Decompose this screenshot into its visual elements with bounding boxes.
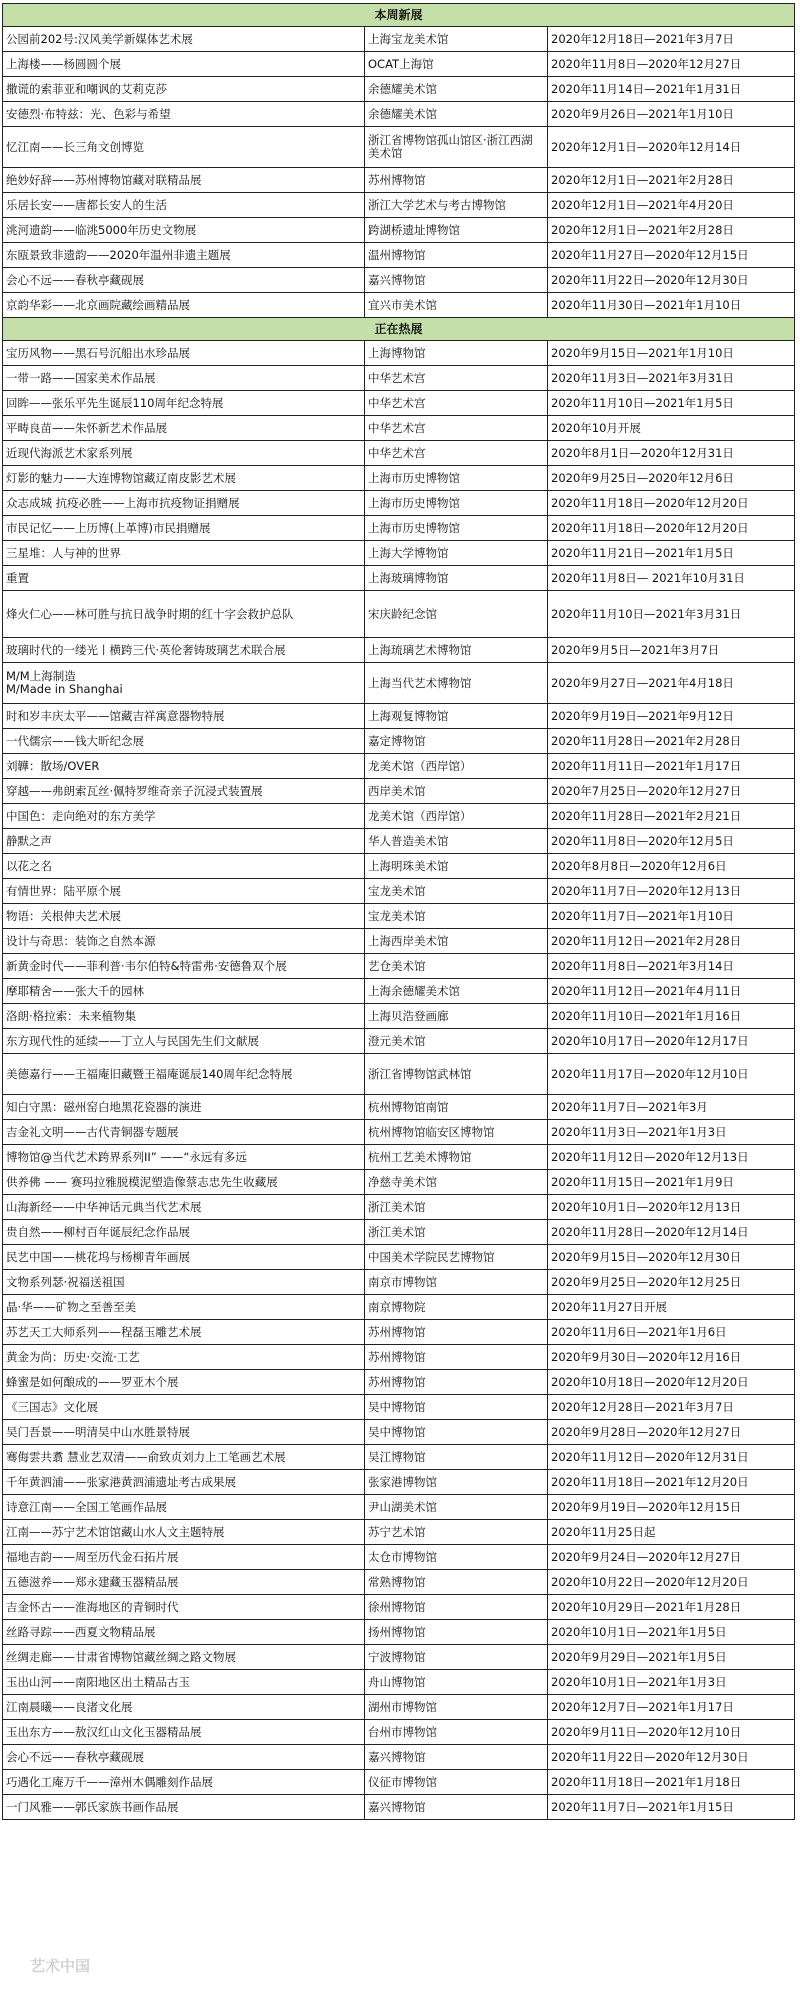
table-row xyxy=(3,52,795,77)
date-range-cell: 2020年11月22日—2020年12月30日 xyxy=(548,1745,795,1770)
exhibition-name-cell: 文物系列瑟·祝福送祖国 xyxy=(3,1270,365,1295)
table-row xyxy=(3,1170,795,1195)
venue-cell: 中国美术学院民艺博物馆 xyxy=(365,1245,548,1270)
exhibition-name-cell: 乐居长安——唐都长安人的生活 xyxy=(3,193,365,218)
table-row xyxy=(3,1795,795,1820)
exhibition-name-cell: 知白守黑：磁州窑白地黑花瓷器的演进 xyxy=(3,1095,365,1120)
venue-cell: 中华艺术宫 xyxy=(365,441,548,466)
table-row xyxy=(3,1245,795,1270)
venue-cell: 上海博物馆 xyxy=(365,341,548,366)
date-range-cell: 2020年9月26日—2021年1月10日 xyxy=(548,102,795,127)
date-range-cell: 2020年11月8日—2020年12月5日 xyxy=(548,829,795,854)
exhibition-name-cell: 撒谎的索菲亚和嘲讽的艾莉克莎 xyxy=(3,77,365,102)
exhibition-name-cell: 新黄金时代——菲利普·韦尔伯特&特雷弗·安德鲁双个展 xyxy=(3,954,365,979)
date-range-cell: 2020年11月27日开展 xyxy=(548,1295,795,1320)
date-range-cell: 2020年10月1日—2020年12月13日 xyxy=(548,1195,795,1220)
exhibition-name-cell: 一门风雅——郭氏家族书画作品展 xyxy=(3,1795,365,1820)
venue-cell: 杭州博物馆南馆 xyxy=(365,1095,548,1120)
venue-cell: 上海余德耀美术馆 xyxy=(365,979,548,1004)
venue-cell: 张家港博物馆 xyxy=(365,1470,548,1495)
exhibition-name-cell: 市民记忆——上历博(上革博)市民捐赠展 xyxy=(3,516,365,541)
venue-cell: 宋庆龄纪念馆 xyxy=(365,591,548,638)
date-range-cell: 2020年11月14日—2021年1月31日 xyxy=(548,77,795,102)
table-row xyxy=(3,293,795,318)
exhibition-name-cell: 时和岁丰庆太平——馆藏吉祥寓意器物特展 xyxy=(3,704,365,729)
venue-cell: 浙江省博物馆武林馆 xyxy=(365,1054,548,1095)
date-range-cell: 2020年12月1日—2021年2月28日 xyxy=(548,218,795,243)
date-range-cell: 2020年8月8日—2020年12月6日 xyxy=(548,854,795,879)
venue-cell: 吴江博物馆 xyxy=(365,1445,548,1470)
table-row xyxy=(3,1595,795,1620)
exhibition-name-cell: 美德嘉行——王福庵旧藏暨王福庵诞辰140周年纪念特展 xyxy=(3,1054,365,1095)
table-row xyxy=(3,243,795,268)
date-range-cell: 2020年11月21日—2021年1月5日 xyxy=(548,541,795,566)
exhibition-name-cell: 上海楼——杨圆圆个展 xyxy=(3,52,365,77)
exhibition-name-cell: 近现代海派艺术家系列展 xyxy=(3,441,365,466)
venue-cell: 上海明珠美术馆 xyxy=(365,854,548,879)
venue-cell: 尹山湖美术馆 xyxy=(365,1495,548,1520)
date-range-cell: 2020年9月24日—2020年12月27日 xyxy=(548,1545,795,1570)
venue-cell: 徐州博物馆 xyxy=(365,1595,548,1620)
table-row xyxy=(3,1145,795,1170)
table-row xyxy=(3,1695,795,1720)
date-range-cell: 2020年10月1日—2021年1月5日 xyxy=(548,1620,795,1645)
date-range-cell: 2020年11月28日—2021年2月28日 xyxy=(548,729,795,754)
venue-cell: 余德耀美术馆 xyxy=(365,102,548,127)
venue-cell: 中华艺术宫 xyxy=(365,366,548,391)
date-range-cell: 2020年12月1日—2021年4月20日 xyxy=(548,193,795,218)
date-range-cell: 2020年9月15日—2021年1月10日 xyxy=(548,341,795,366)
exhibition-name-cell: 平畴良苗——朱怀新艺术作品展 xyxy=(3,416,365,441)
date-range-cell: 2020年9月25日—2020年12月25日 xyxy=(548,1270,795,1295)
date-range-cell: 2020年9月19日—2020年12月15日 xyxy=(548,1495,795,1520)
date-range-cell: 2020年9月5日—2021年3月7日 xyxy=(548,638,795,663)
table-row xyxy=(3,704,795,729)
table-row xyxy=(3,1220,795,1245)
exhibition-name-cell: 刘韡：散场/OVER xyxy=(3,754,365,779)
table-row xyxy=(3,1345,795,1370)
venue-cell: 上海贝浩登画廊 xyxy=(365,1004,548,1029)
venue-cell: 艺仓美术馆 xyxy=(365,954,548,979)
table-row xyxy=(3,1470,795,1495)
table-row xyxy=(3,591,795,638)
date-range-cell: 2020年11月3日—2021年3月31日 xyxy=(548,366,795,391)
date-range-cell: 2020年9月29日—2021年1月5日 xyxy=(548,1645,795,1670)
date-range-cell: 2020年11月10日—2021年1月16日 xyxy=(548,1004,795,1029)
date-range-cell: 2020年11月10日—2021年1月5日 xyxy=(548,391,795,416)
exhibition-name-cell: 摩耶精舍——张大千的园林 xyxy=(3,979,365,1004)
table-row xyxy=(3,218,795,243)
venue-cell: 上海观复博物馆 xyxy=(365,704,548,729)
table-row xyxy=(3,1770,795,1795)
date-range-cell: 2020年11月8日—2020年12月27日 xyxy=(548,52,795,77)
venue-cell: 中华艺术宫 xyxy=(365,391,548,416)
table-row xyxy=(3,366,795,391)
date-range-cell: 2020年11月7日—2021年1月10日 xyxy=(548,904,795,929)
exhibition-name-cell: 京韵华彩——北京画院藏绘画精品展 xyxy=(3,293,365,318)
exhibition-name-cell: 吉金礼文明——古代青铜器专题展 xyxy=(3,1120,365,1145)
exhibition-name-cell: 安德烈·布特兹：光、色彩与希望 xyxy=(3,102,365,127)
table-row xyxy=(3,1370,795,1395)
venue-cell: 上海宝龙美术馆 xyxy=(365,27,548,52)
table-row xyxy=(3,193,795,218)
table-row xyxy=(3,904,795,929)
exhibition-name-cell: 山海新经——中华神话元典当代艺术展 xyxy=(3,1195,365,1220)
table-row xyxy=(3,391,795,416)
venue-cell: 宝龙美术馆 xyxy=(365,879,548,904)
table-row xyxy=(3,1195,795,1220)
venue-cell: 苏州博物馆 xyxy=(365,168,548,193)
exhibition-name-cell: 五德滋养——郑永建藏玉器精品展 xyxy=(3,1570,365,1595)
venue-cell: 苏州博物馆 xyxy=(365,1320,548,1345)
date-range-cell: 2020年11月17日—2020年12月10日 xyxy=(548,1054,795,1095)
date-range-cell: 2020年11月11日—2021年1月17日 xyxy=(548,754,795,779)
watermark-logo: 艺术中国 xyxy=(30,1957,91,1975)
venue-cell: 上海西岸美术馆 xyxy=(365,929,548,954)
table-row xyxy=(3,1545,795,1570)
venue-cell: 上海市历史博物馆 xyxy=(365,466,548,491)
section-header-row xyxy=(3,4,795,27)
exhibition-name-cell: 吉金怀古——淮海地区的青铜时代 xyxy=(3,1595,365,1620)
exhibition-table xyxy=(2,3,795,1820)
table-row xyxy=(3,1445,795,1470)
table-row xyxy=(3,441,795,466)
table-row xyxy=(3,1745,795,1770)
venue-cell: 华人普造美术馆 xyxy=(365,829,548,854)
table-row xyxy=(3,1570,795,1595)
venue-cell: 上海当代艺术博物馆 xyxy=(365,663,548,704)
table-row xyxy=(3,929,795,954)
table-row xyxy=(3,566,795,591)
venue-cell: 嘉兴博物馆 xyxy=(365,1795,548,1820)
exhibition-name-cell: 公园前202号:汉风美学新媒体艺术展 xyxy=(3,27,365,52)
table-row xyxy=(3,1645,795,1670)
date-range-cell: 2020年9月28日—2020年12月27日 xyxy=(548,1420,795,1445)
venue-cell: 嘉定博物馆 xyxy=(365,729,548,754)
venue-cell: 嘉兴博物馆 xyxy=(365,1745,548,1770)
exhibition-name-cell: 江南晨曦——良渚文化展 xyxy=(3,1695,365,1720)
venue-cell: 上海市历史博物馆 xyxy=(365,491,548,516)
date-range-cell: 2020年9月19日—2021年9月12日 xyxy=(548,704,795,729)
date-range-cell: 2020年12月28日—2021年3月7日 xyxy=(548,1395,795,1420)
exhibition-name-cell: 吴门吾景——明清吴中山水胜景特展 xyxy=(3,1420,365,1445)
date-range-cell: 2020年11月15日—2021年1月9日 xyxy=(548,1170,795,1195)
exhibition-name-cell: 穿越——弗朗索瓦丝·佩特罗维奇亲子沉浸式装置展 xyxy=(3,779,365,804)
exhibition-name-cell: 洛朗·格拉索：未来植物集 xyxy=(3,1004,365,1029)
venue-cell: 余德耀美术馆 xyxy=(365,77,548,102)
exhibition-name-cell: 以花之名 xyxy=(3,854,365,879)
venue-cell: 杭州博物馆临安区博物馆 xyxy=(365,1120,548,1145)
date-range-cell: 2020年10月开展 xyxy=(548,416,795,441)
table-row xyxy=(3,127,795,168)
venue-cell: 常熟博物馆 xyxy=(365,1570,548,1595)
exhibition-name-cell: 苏艺天工大师系列——程磊玉雕艺术展 xyxy=(3,1320,365,1345)
venue-cell: 上海琉璃艺术博物馆 xyxy=(365,638,548,663)
venue-cell: 苏宁艺术馆 xyxy=(365,1520,548,1545)
date-range-cell: 2020年11月6日—2021年1月6日 xyxy=(548,1320,795,1345)
exhibition-name-cell: 玉出东方——敖汉红山文化玉器精品展 xyxy=(3,1720,365,1745)
section-title: 本周新展 xyxy=(3,4,795,27)
table-row xyxy=(3,1720,795,1745)
date-range-cell: 2020年10月1日—2021年1月3日 xyxy=(548,1670,795,1695)
venue-cell: 西岸美术馆 xyxy=(365,779,548,804)
venue-cell: 浙江大学艺术与考古博物馆 xyxy=(365,193,548,218)
date-range-cell: 2020年11月30日—2021年1月10日 xyxy=(548,293,795,318)
venue-cell: 跨湖桥遗址博物馆 xyxy=(365,218,548,243)
table-row xyxy=(3,77,795,102)
venue-cell: 苏州博物馆 xyxy=(365,1345,548,1370)
table-row xyxy=(3,1495,795,1520)
exhibition-name-cell: 晶·华——矿物之至善至美 xyxy=(3,1295,365,1320)
table-row xyxy=(3,979,795,1004)
table-row xyxy=(3,416,795,441)
exhibition-name-cell: 巧遇化工庵万千——漳州木偶雕刻作品展 xyxy=(3,1770,365,1795)
table-row xyxy=(3,1120,795,1145)
exhibition-name-cell: 东方现代性的延续——丁立人与民国先生们文献展 xyxy=(3,1029,365,1054)
date-range-cell: 2020年10月18日—2020年12月20日 xyxy=(548,1370,795,1395)
table-row xyxy=(3,268,795,293)
table-row xyxy=(3,879,795,904)
date-range-cell: 2020年11月12日—2020年12月31日 xyxy=(548,1445,795,1470)
exhibition-name-cell: 东瓯景致非遗韵——2020年温州非遗主题展 xyxy=(3,243,365,268)
table-row xyxy=(3,1520,795,1545)
exhibition-name-cell: 骞侮雲共翥 慧业艺双清——俞致贞刘力上工笔画艺术展 xyxy=(3,1445,365,1470)
exhibition-name-cell: 物语：关根伸夫艺术展 xyxy=(3,904,365,929)
date-range-cell: 2020年11月28日—2020年12月14日 xyxy=(548,1220,795,1245)
date-range-cell: 2020年11月22日—2020年12月30日 xyxy=(548,268,795,293)
date-range-cell: 2020年11月18日—2020年12月20日 xyxy=(548,516,795,541)
table-row xyxy=(3,779,795,804)
date-range-cell: 2020年11月18日—2021年12月20日 xyxy=(548,1470,795,1495)
exhibition-name-cell: 重置 xyxy=(3,566,365,591)
venue-cell: 吴中博物馆 xyxy=(365,1420,548,1445)
venue-cell: 宝龙美术馆 xyxy=(365,904,548,929)
table-row xyxy=(3,1620,795,1645)
table-row xyxy=(3,1004,795,1029)
date-range-cell: 2020年11月7日—2021年1月15日 xyxy=(548,1795,795,1820)
venue-cell: 杭州工艺美术博物馆 xyxy=(365,1145,548,1170)
date-range-cell: 2020年7月25日—2020年12月27日 xyxy=(548,779,795,804)
table-row xyxy=(3,1295,795,1320)
date-range-cell: 2020年11月18日—2020年12月20日 xyxy=(548,491,795,516)
exhibition-name-cell: 博物馆@当代艺术跨界系列II” ——“永远有多远 xyxy=(3,1145,365,1170)
venue-cell: 台州市博物馆 xyxy=(365,1720,548,1745)
exhibition-name-cell: 中国色：走向绝对的东方美学 xyxy=(3,804,365,829)
table-row xyxy=(3,804,795,829)
venue-cell: 温州博物馆 xyxy=(365,243,548,268)
table-row xyxy=(3,1395,795,1420)
exhibition-name-cell: 玻璃时代的一缕光丨横跨三代·英伦奢铸玻璃艺术联合展 xyxy=(3,638,365,663)
date-range-cell: 2020年8月1日—2020年12月31日 xyxy=(548,441,795,466)
date-range-cell: 2020年12月7日—2021年1月17日 xyxy=(548,1695,795,1720)
table-row xyxy=(3,638,795,663)
date-range-cell: 2020年9月27日—2021年4月18日 xyxy=(548,663,795,704)
date-range-cell: 2020年11月8日— 2021年10月31日 xyxy=(548,566,795,591)
venue-cell: 舟山博物馆 xyxy=(365,1670,548,1695)
date-range-cell: 2020年11月27日—2020年12月15日 xyxy=(548,243,795,268)
venue-cell: 吴中博物馆 xyxy=(365,1395,548,1420)
exhibition-name-cell: 贵自然——柳村百年诞辰纪念作品展 xyxy=(3,1220,365,1245)
exhibition-table-body xyxy=(3,4,795,1820)
venue-cell: 嘉兴博物馆 xyxy=(365,268,548,293)
table-row xyxy=(3,1420,795,1445)
exhibition-name-cell: 绝妙好辞——苏州博物馆藏对联精品展 xyxy=(3,168,365,193)
table-row xyxy=(3,491,795,516)
date-range-cell: 2020年12月1日—2021年2月28日 xyxy=(548,168,795,193)
exhibition-name-cell: 供养佛 —— 赛玛拉雅脱模泥塑造像蔡志忠先生收藏展 xyxy=(3,1170,365,1195)
exhibition-name-cell: 烽火仁心——林可胜与抗日战争时期的红十字会救护总队 xyxy=(3,591,365,638)
table-row xyxy=(3,168,795,193)
exhibition-name-cell: 诗意江南——全国工笔画作品展 xyxy=(3,1495,365,1520)
venue-cell: 中华艺术宫 xyxy=(365,416,548,441)
exhibition-name-cell: 有情世界：陆平原个展 xyxy=(3,879,365,904)
exhibition-name-cell: 灯影的魅力——大连博物馆藏辽南皮影艺术展 xyxy=(3,466,365,491)
date-range-cell: 2020年11月7日—2020年12月13日 xyxy=(548,879,795,904)
exhibition-name-cell: 会心不远——春秋亭藏砚展 xyxy=(3,268,365,293)
venue-cell: 澄元美术馆 xyxy=(365,1029,548,1054)
table-row xyxy=(3,102,795,127)
table-row xyxy=(3,729,795,754)
exhibition-name-cell: 《三国志》文化展 xyxy=(3,1395,365,1420)
exhibition-name-cell: 回眸——张乐平先生诞辰110周年纪念特展 xyxy=(3,391,365,416)
exhibition-name-cell: 民艺中国——桃花坞与杨柳青年画展 xyxy=(3,1245,365,1270)
table-row xyxy=(3,1270,795,1295)
exhibition-name-cell: 静默之声 xyxy=(3,829,365,854)
date-range-cell: 2020年11月10日—2021年3月31日 xyxy=(548,591,795,638)
venue-cell: 南京博物院 xyxy=(365,1295,548,1320)
venue-cell: 南京市博物馆 xyxy=(365,1270,548,1295)
venue-cell: 龙美术馆（西岸馆） xyxy=(365,804,548,829)
date-range-cell: 2020年11月12日—2021年4月11日 xyxy=(548,979,795,1004)
venue-cell: 上海玻璃博物馆 xyxy=(365,566,548,591)
venue-cell: 扬州博物馆 xyxy=(365,1620,548,1645)
date-range-cell: 2020年10月17日—2020年12月17日 xyxy=(548,1029,795,1054)
venue-cell: 上海市历史博物馆 xyxy=(365,516,548,541)
date-range-cell: 2020年11月3日—2021年1月3日 xyxy=(548,1120,795,1145)
table-row xyxy=(3,829,795,854)
exhibition-name-cell: 千年黄泗浦——张家港黄泗浦遗址考古成果展 xyxy=(3,1470,365,1495)
table-row xyxy=(3,541,795,566)
venue-cell: 仪征市博物馆 xyxy=(365,1770,548,1795)
table-row xyxy=(3,466,795,491)
date-range-cell: 2020年11月25日起 xyxy=(548,1520,795,1545)
venue-cell: 湖州市博物馆 xyxy=(365,1695,548,1720)
table-row xyxy=(3,1095,795,1120)
exhibition-name-cell: 洮河遗韵——临洮5000年历史文物展 xyxy=(3,218,365,243)
section-header-row xyxy=(3,318,795,341)
date-range-cell: 2020年11月8日—2021年3月14日 xyxy=(548,954,795,979)
section-title: 正在热展 xyxy=(3,318,795,341)
date-range-cell: 2020年11月28日—2021年2月21日 xyxy=(548,804,795,829)
exhibition-name-cell: 一代儒宗——钱大昕纪念展 xyxy=(3,729,365,754)
venue-cell: 净慈寺美术馆 xyxy=(365,1170,548,1195)
venue-cell: 苏州博物馆 xyxy=(365,1370,548,1395)
exhibition-table-sheet xyxy=(2,3,794,1820)
date-range-cell: 2020年12月18日—2021年3月7日 xyxy=(548,27,795,52)
date-range-cell: 2020年10月29日—2021年1月28日 xyxy=(548,1595,795,1620)
date-range-cell: 2020年11月12日—2021年2月28日 xyxy=(548,929,795,954)
date-range-cell: 2020年11月18日—2021年1月18日 xyxy=(548,1770,795,1795)
exhibition-name-cell: 丝绸走廊——甘肃省博物馆藏丝绸之路文物展 xyxy=(3,1645,365,1670)
date-range-cell: 2020年9月15日—2020年12月30日 xyxy=(548,1245,795,1270)
exhibition-name-cell: 江南——苏宁艺术馆馆藏山水人文主题特展 xyxy=(3,1520,365,1545)
exhibition-name-cell: 黄金为尚：历史·交流·工艺 xyxy=(3,1345,365,1370)
venue-cell: 浙江省博物馆孤山馆区·浙江西湖美术馆 xyxy=(365,127,548,168)
table-row xyxy=(3,663,795,704)
exhibition-name-cell: 丝路寻踪——西夏文物精品展 xyxy=(3,1620,365,1645)
exhibition-name-cell: 玉出山河——南阳地区出土精品古玉 xyxy=(3,1670,365,1695)
exhibition-name-cell: 会心不远——春秋亭藏砚展 xyxy=(3,1745,365,1770)
date-range-cell: 2020年9月11日—2020年12月10日 xyxy=(548,1720,795,1745)
venue-cell: 太仓市博物馆 xyxy=(365,1545,548,1570)
venue-cell: 浙江美术馆 xyxy=(365,1195,548,1220)
date-range-cell: 2020年12月1日—2020年12月14日 xyxy=(548,127,795,168)
exhibition-name-cell: M/M上海制造 M/Made in Shanghai xyxy=(3,663,365,704)
date-range-cell: 2020年11月12日—2020年12月13日 xyxy=(548,1145,795,1170)
exhibition-name-cell: 宝历风物——黑石号沉船出水珍品展 xyxy=(3,341,365,366)
exhibition-name-cell: 忆江南——长三角文创博览 xyxy=(3,127,365,168)
date-range-cell: 2020年9月30日—2020年12月16日 xyxy=(548,1345,795,1370)
table-row xyxy=(3,1029,795,1054)
date-range-cell: 2020年10月22日—2020年12月20日 xyxy=(548,1570,795,1595)
table-row xyxy=(3,954,795,979)
venue-cell: 上海大学博物馆 xyxy=(365,541,548,566)
exhibition-name-cell: 众志成城 抗疫必胜——上海市抗疫物证捐赠展 xyxy=(3,491,365,516)
exhibition-name-cell: 福地吉韵——周至历代金石拓片展 xyxy=(3,1545,365,1570)
venue-cell: OCAT上海馆 xyxy=(365,52,548,77)
venue-cell: 宜兴市美术馆 xyxy=(365,293,548,318)
table-row xyxy=(3,1670,795,1695)
date-range-cell: 2020年11月7日—2021年3月 xyxy=(548,1095,795,1120)
table-row xyxy=(3,754,795,779)
exhibition-name-cell: 一带一路——国家美术作品展 xyxy=(3,366,365,391)
venue-cell: 浙江美术馆 xyxy=(365,1220,548,1245)
table-row xyxy=(3,27,795,52)
exhibition-name-cell: 蜂蜜是如何酿成的——罗亚木个展 xyxy=(3,1370,365,1395)
date-range-cell: 2020年9月25日—2020年12月6日 xyxy=(548,466,795,491)
table-row xyxy=(3,1320,795,1345)
exhibition-name-cell: 三星堆：人与神的世界 xyxy=(3,541,365,566)
table-row xyxy=(3,854,795,879)
table-row xyxy=(3,516,795,541)
table-row xyxy=(3,341,795,366)
venue-cell: 龙美术馆（西岸馆） xyxy=(365,754,548,779)
venue-cell: 宁波博物馆 xyxy=(365,1645,548,1670)
exhibition-name-cell: 设计与奇思：装饰之自然本源 xyxy=(3,929,365,954)
table-row xyxy=(3,1054,795,1095)
